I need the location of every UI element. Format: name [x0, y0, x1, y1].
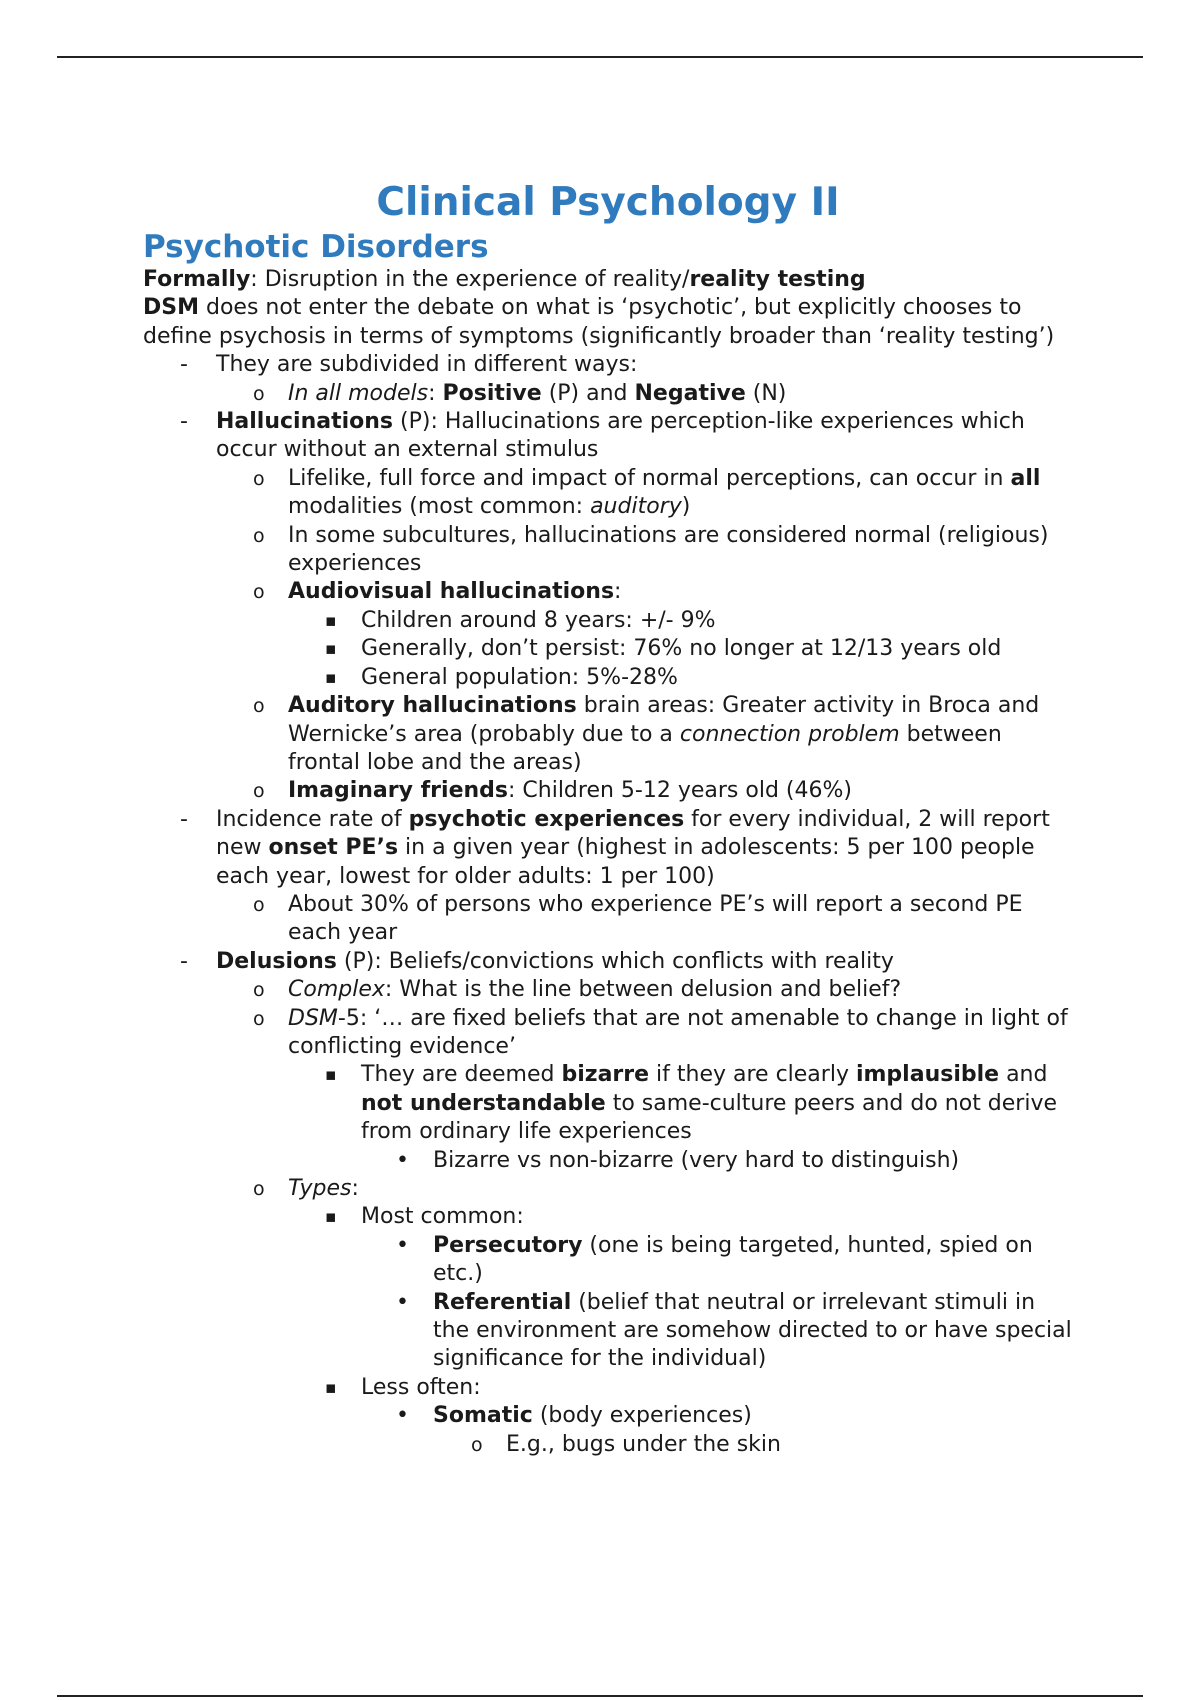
list-item — [143, 522, 1073, 579]
delusions-text: (P): Beliefs/convictions which conflicts with reality — [336, 948, 894, 974]
list-item — [143, 777, 1073, 805]
negative-term: Negative — [634, 380, 746, 406]
dsm-paragraph — [143, 294, 1073, 351]
section-heading: Psychotic Disorders — [143, 229, 489, 265]
list-item — [143, 1289, 1073, 1374]
list-item — [143, 1431, 1073, 1459]
persecutory-text: (one is being targeted, hunted, spied on etc.) — [433, 1232, 1033, 1287]
dsm5-text: -5: ‘… are fixed beliefs that are not amenable to change in light of conflicting evidence’ — [288, 1005, 1068, 1059]
hallucinations-term: Hallucinations — [216, 409, 394, 435]
dash-marker: - — [180, 806, 188, 832]
top-rule — [57, 56, 1143, 58]
incidence-text: Incidence rate of — [216, 806, 409, 832]
bugs-text: E.g., bugs under the skin — [506, 1431, 781, 1457]
list-item — [143, 1402, 1073, 1430]
bizarre-term: bizarre — [561, 1062, 650, 1088]
less-often-text: Less often: — [361, 1374, 481, 1400]
dsm-label: DSM — [143, 295, 199, 321]
bottom-rule — [57, 1695, 1143, 1697]
list-item — [143, 1005, 1073, 1062]
list-item — [143, 976, 1073, 1004]
list-item — [143, 578, 1073, 606]
imaginary-text: : Children 5-12 years old (46%) — [508, 778, 852, 804]
list-item — [143, 465, 1073, 522]
not-understandable-term: not understandable — [361, 1090, 606, 1116]
about-text: About 30% of persons who experience PE’s will report a second PE each year — [288, 891, 1023, 946]
bullet-marker: • — [396, 1147, 409, 1173]
models-term: In all models — [288, 380, 429, 406]
referential-term: Referential — [433, 1289, 572, 1315]
most-common-text: Most common: — [361, 1204, 524, 1230]
circle-marker: o — [253, 979, 265, 1002]
bullet-marker: • — [396, 1232, 409, 1258]
list-item — [143, 1147, 1073, 1175]
circle-marker: o — [253, 893, 265, 916]
square-marker: ▪ — [325, 1065, 337, 1086]
population-text: General population: 5%-28% — [361, 664, 678, 690]
dash-marker: - — [180, 948, 188, 974]
dash-marker: - — [180, 409, 188, 435]
circle-marker: o — [253, 1007, 265, 1030]
imaginary-friends-term: Imaginary friends — [288, 778, 508, 804]
n-text: (N) — [745, 380, 787, 406]
circle-marker: o — [253, 1178, 265, 1200]
connection-problem-term: connection problem — [679, 721, 900, 747]
persecutory-term: Persecutory — [433, 1232, 583, 1258]
onset-term: onset PE’s — [268, 835, 399, 861]
list-item — [143, 948, 1073, 976]
auditory-hallucinations-term: Auditory hallucinations — [288, 693, 577, 719]
auditory-term: auditory — [590, 494, 682, 520]
square-marker: ▪ — [325, 667, 337, 688]
deemed-text-mid: if they are clearly — [649, 1062, 856, 1088]
auditory-text-end: between frontal lobe and the areas) — [288, 721, 1002, 775]
bizarre-vs-text: Bizarre vs non-bizarre (very hard to distinguish) — [433, 1147, 960, 1173]
audiovisual-term: Audiovisual hallucinations — [288, 579, 615, 605]
p-and-text: (P) and — [541, 380, 635, 406]
bullet-marker: • — [396, 1403, 409, 1429]
bullet-marker: • — [396, 1289, 409, 1315]
modalities-text: modalities (most common: — [288, 494, 591, 520]
list-item — [143, 1374, 1073, 1402]
list-item — [143, 1175, 1073, 1203]
list-item — [143, 351, 1073, 379]
implausible-term: implausible — [855, 1062, 1000, 1088]
and-text: and — [999, 1062, 1048, 1088]
formally-label: Formally — [143, 267, 251, 292]
colon-text: : — [428, 380, 443, 406]
list-item — [143, 891, 1073, 948]
colon-text: : — [351, 1176, 359, 1201]
document-body — [143, 178, 1073, 1459]
reality-testing-term: reality testing — [689, 267, 866, 292]
circle-marker: o — [253, 695, 265, 718]
lifelike-text: Lifelike, full force and impact of normal perceptions, can occur in — [288, 465, 1011, 491]
dash-marker: - — [180, 352, 188, 378]
colon-text: : — [614, 579, 622, 605]
page-title: Clinical Psychology II — [376, 180, 840, 225]
deemed-text-end: to same-culture peers and do not derive from ordinary life experiences — [361, 1090, 1058, 1145]
dsm-term: DSM — [288, 1005, 338, 1031]
paren-text: ) — [681, 494, 691, 520]
psychotic-experiences-term: psychotic experiences — [408, 806, 685, 832]
list-item — [143, 1232, 1073, 1289]
somatic-text: (body experiences) — [532, 1403, 752, 1429]
types-term: Types — [288, 1176, 352, 1201]
incidence-text-mid: for every individual, 2 will report new — [216, 806, 1050, 861]
list-item — [143, 692, 1073, 777]
formally-text: : Disruption in the experience of reality/ — [250, 267, 690, 292]
circle-marker: o — [253, 581, 265, 604]
list-item — [143, 1061, 1073, 1146]
all-term: all — [1010, 465, 1041, 491]
list-item — [143, 635, 1073, 663]
dsm-text: does not enter the debate on what is ‘psychotic’, but explicitly chooses to define psychosis in terms of symptoms (significantly broader than ‘reality testing’) — [143, 295, 1055, 349]
list-item — [143, 806, 1073, 891]
circle-marker: o — [253, 382, 265, 405]
circle-marker: o — [253, 467, 265, 490]
formally-paragraph — [143, 266, 1073, 294]
circle-marker: o — [253, 524, 265, 547]
hallucinations-text: (P): Hallucinations are perception-like experiences which occur without an external stimulus — [216, 409, 1025, 463]
referential-text: (belief that neutral or irrelevant stimuli in the environment are somehow directed to or have special significance for the individual) — [433, 1289, 1072, 1372]
delusions-term: Delusions — [216, 948, 337, 974]
square-marker: ▪ — [325, 1377, 337, 1398]
generally-text: Generally, don’t persist: 76% no longer at 12/13 years old — [361, 636, 1002, 662]
subcultures-text: In some subcultures, hallucinations are considered normal (religious) experiences — [288, 522, 1049, 577]
square-marker: ▪ — [325, 610, 337, 631]
positive-term: Positive — [442, 380, 542, 406]
list-item — [143, 664, 1073, 692]
square-marker: ▪ — [325, 1207, 337, 1228]
incidence-text-end: in a given year (highest in adolescents: 5 per 100 people each year, lowest for older adults: 1 per 100) — [216, 835, 1035, 889]
children-text: Children around 8 years: +/- 9% — [361, 607, 716, 633]
deemed-text: They are deemed — [361, 1062, 562, 1088]
list-item — [143, 408, 1073, 465]
circle-marker: o — [471, 1433, 483, 1456]
square-marker: ▪ — [325, 639, 337, 660]
complex-text: : What is the line between delusion and belief? — [384, 977, 902, 1003]
auditory-text: brain areas: Greater activity in Broca and Wernicke’s area (probably due to a — [288, 693, 1040, 747]
circle-marker: o — [253, 780, 265, 803]
list-item — [143, 607, 1073, 635]
list-item — [143, 380, 1073, 408]
list-item — [143, 1203, 1073, 1231]
subdivided-text: They are subdivided in different ways: — [216, 352, 638, 378]
somatic-term: Somatic — [433, 1403, 533, 1429]
complex-term: Complex — [288, 977, 385, 1003]
